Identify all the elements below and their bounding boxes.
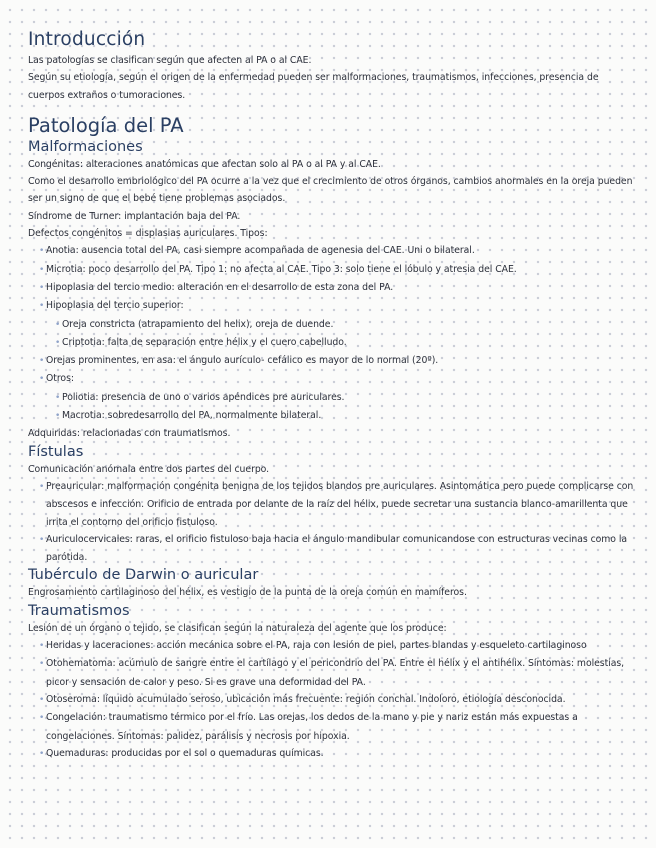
intro-title: Introducción <box>28 29 146 50</box>
intro-p2: Según su etiología, según el origen de la enfermedad pueden ser malformaciones, traumatismos, infecciones, presencia de cuerpos extraños o tumoraciones. <box>28 72 599 101</box>
list-item: • Macrotia: sobredesarrollo del PA, normalmente bilateral. <box>28 407 638 425</box>
list-item: • Heridas y laceraciones: acción mecánica sobre el PA, raja con lesión de piel, partes blandas y esqueleto cartilaginoso <box>28 637 638 655</box>
list-item: • Hipoplasia del tercio medio: alteración en el desarrollo de esta zona del PA. <box>28 279 638 297</box>
list-item: • Poliotia: presencia de uno o varios apéndices pre auriculares. <box>28 389 638 407</box>
malf-types-list <box>28 242 638 315</box>
trauma-title: Traumatismos <box>28 602 130 619</box>
malformaciones-title: Malformaciones <box>28 138 143 155</box>
list-item: • Anotia: ausencia total del PA, casi siempre acompañada de agenesia del CAE. Uni o bilateral. <box>28 242 638 260</box>
fistulas-title: Fístulas <box>28 443 84 460</box>
malf-p4: Defectos congénitos = displasias auriculares. Tipos: <box>28 228 268 240</box>
malf-p5: Adquiridas: relacionadas con traumatismos. <box>28 428 231 440</box>
intro-p1: Las patologías se clasifican según que afecten al PA o al CAE. <box>28 55 312 66</box>
darwin-p1: Engrosamiento cartilaginoso del hélix, es vestigio de la punta de la oreja común en mamíferos. <box>28 587 467 599</box>
otros-sublist <box>28 389 638 426</box>
malf-p1: Congénitas: alteraciones anatómicas que afectan solo al PA o al PA y al CAE. <box>28 158 381 170</box>
fistulas-list <box>28 478 638 566</box>
patologia-title: Patología del PA <box>28 113 184 137</box>
darwin-title: Tubérculo de Darwin o auricular <box>28 567 259 584</box>
list-item: • Otohematoma: acúmulo de sangre entre el cartílago y el pericondrio del PA. Entre el hélix y el antihélix. Síntomas: molestias, picor y sensación de calor y peso. Si es grave una deformidad del PA. <box>28 655 638 691</box>
list-item: • Microtia: poco desarrollo del PA. Tipo 1: no afecta al CAE. Tipo 3: solo tiene el lóbulo y atresia del CAE. <box>28 261 638 279</box>
list-item: • Hipoplasia del tercio superior: <box>28 297 638 315</box>
list-item: • Otoseroma: líquido acumulado seroso, ubicación más frecuente: región conchal. Indoloro, etiología desconocida. <box>28 691 638 709</box>
list-item: • Otros: <box>28 370 638 388</box>
list-item: • Orejas prominentes, en asa: el ángulo aurículo- cefálico es mayor de lo normal (20º). <box>28 352 638 370</box>
tercio-superior-sublist <box>28 316 638 353</box>
list-item: • Quemaduras: producidas por el sol o quemaduras químicas. <box>28 745 638 763</box>
malf-p3: Síndrome de Turner: implantación baja del PA. <box>28 210 241 222</box>
list-item: • Criptotia: falta de separación entre hélix y el cuero cabelludo. <box>28 334 638 352</box>
malf-p2: Como el desarrollo embriológico del PA ocurre a la vez que el crecimiento de otros órganos, cambios anormales en la oreja pueden ser un signo de que el bebé tiene problemas asociados. <box>28 176 633 205</box>
list-item: • Auriculocervicales: raras, el orificio fistuloso baja hacia el ángulo mandibular comunicandose con estructuras vecinas como la parótida. <box>28 531 638 567</box>
list-item: • Congelación: traumatismo térmico por el frío. Las orejas, los dedos de la mano y pie y nariz están más expuestas a congelaciones. Síntomas: palidez, parálisis y necrosis por hipoxia. <box>28 709 638 745</box>
trauma-list <box>28 637 638 763</box>
fist-p1: Comunicación anómala entre dos partes del cuerpo. <box>28 463 270 475</box>
list-item: • Preauricular: malformación congénita benigna de los tejidos blandos pre auriculares. Asintomática pero puede complicarse con abscesos e infección. Orificio de entrada por delante de la raíz del hélix, puede secretar una sustancia blanco-amarillenta que irrita el contorno del orificio fistuloso. <box>28 478 638 531</box>
malf-types-list-2 <box>28 352 638 389</box>
trauma-p1: Lesión de un órgano o tejido, se clasifican según la naturaleza del agente que los produce: <box>28 622 447 634</box>
list-item: • Oreja constricta (atrapamiento del helix), oreja de duende. <box>28 316 638 334</box>
